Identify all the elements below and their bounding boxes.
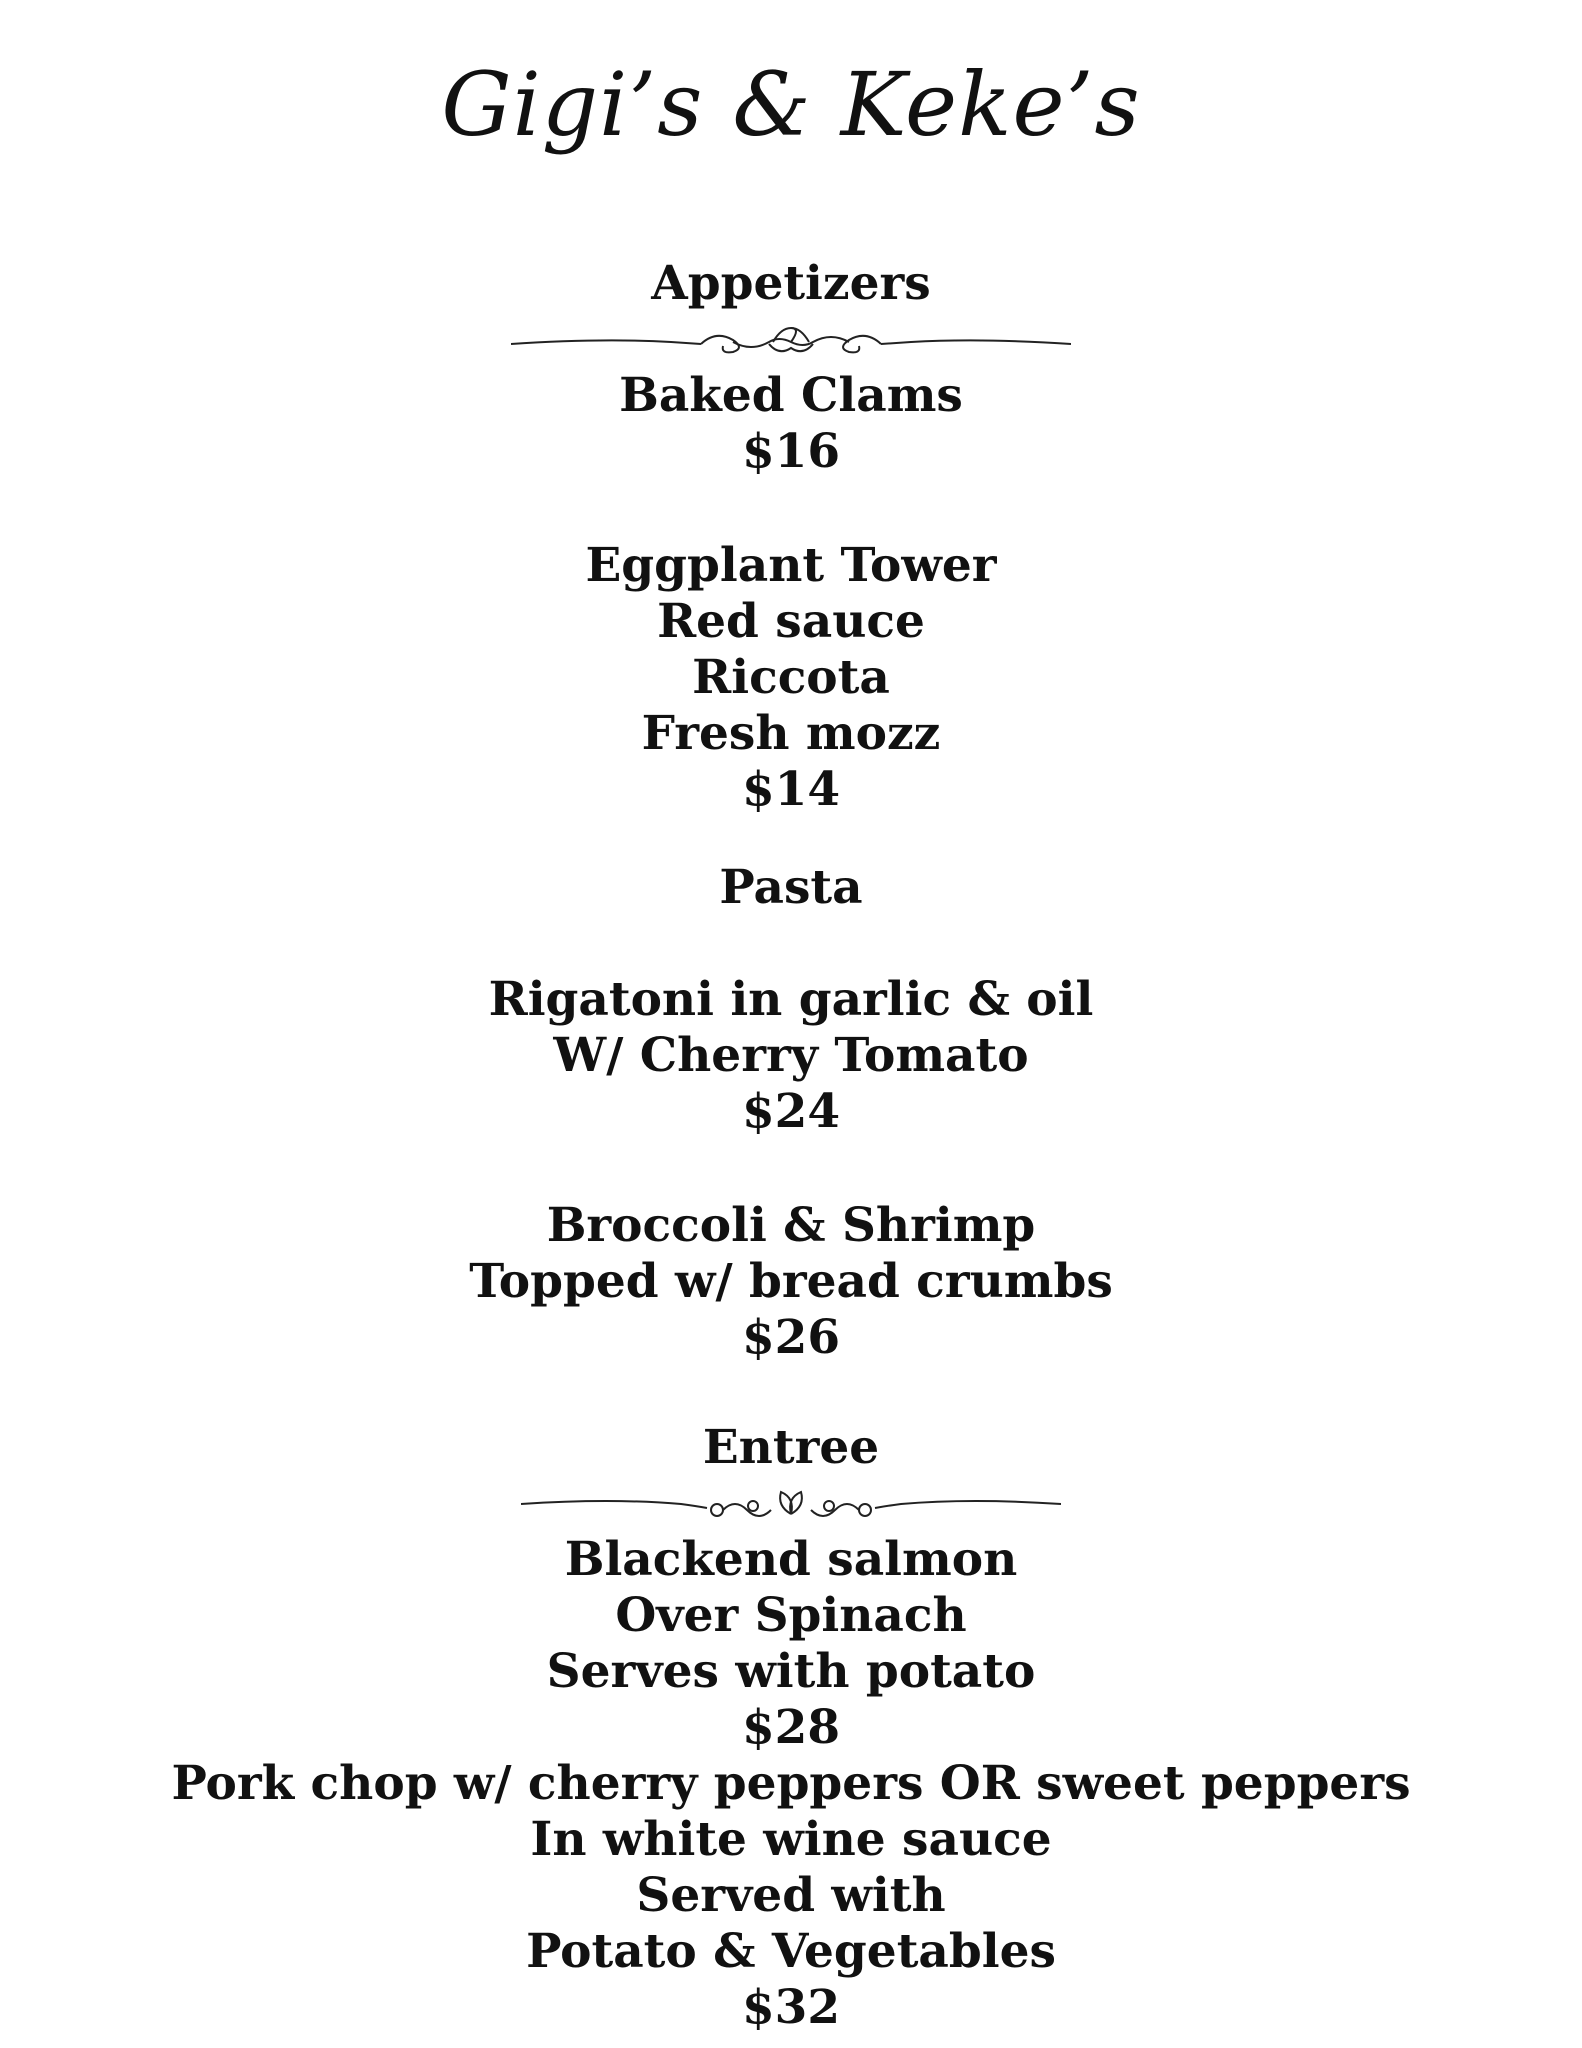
eggplant-tower-name: Eggplant Tower (585, 538, 997, 593)
eggplant-tower-detail: Fresh mozz (641, 706, 941, 761)
rigatoni-detail: W/ Cherry Tomato (553, 1028, 1029, 1083)
baked-clams-price: $16 (741, 424, 841, 479)
broccoli-shrimp-price: $26 (741, 1310, 841, 1365)
salmon-name: Blackend salmon (564, 1532, 1018, 1587)
rigatoni-name: Rigatoni in garlic & oil (488, 972, 1094, 1027)
rigatoni-price: $24 (741, 1084, 841, 1139)
eggplant-tower-price: $14 (741, 762, 841, 817)
eggplant-tower-detail: Red sauce (657, 594, 925, 649)
baked-clams-name: Baked Clams (619, 368, 963, 423)
entree-heading: Entree (702, 1420, 880, 1475)
eggplant-tower-detail: Riccota (692, 650, 890, 705)
salmon-detail: Over Spinach (615, 1588, 967, 1643)
salmon-price: $28 (741, 1700, 841, 1755)
pork-chop-detail: In white wine sauce (530, 1812, 1052, 1867)
pork-chop-price: $32 (741, 1980, 841, 2035)
entree-divider-ornament (0, 1486, 1582, 1526)
appetizers-divider-ornament (0, 322, 1582, 362)
pork-chop-detail: Potato & Vegetables (526, 1924, 1056, 1979)
pork-chop-name: Pork chop w/ cherry peppers OR sweet peppers (171, 1756, 1411, 1811)
broccoli-shrimp-detail: Topped w/ bread crumbs (469, 1254, 1113, 1309)
pasta-heading: Pasta (719, 860, 863, 915)
appetizers-heading: Appetizers (651, 256, 931, 311)
restaurant-name: Gigi’s & Keke’s (441, 53, 1141, 156)
salmon-detail: Serves with potato (546, 1644, 1036, 1699)
broccoli-shrimp-name: Broccoli & Shrimp (546, 1198, 1036, 1253)
pork-chop-detail: Served with (636, 1868, 946, 1923)
